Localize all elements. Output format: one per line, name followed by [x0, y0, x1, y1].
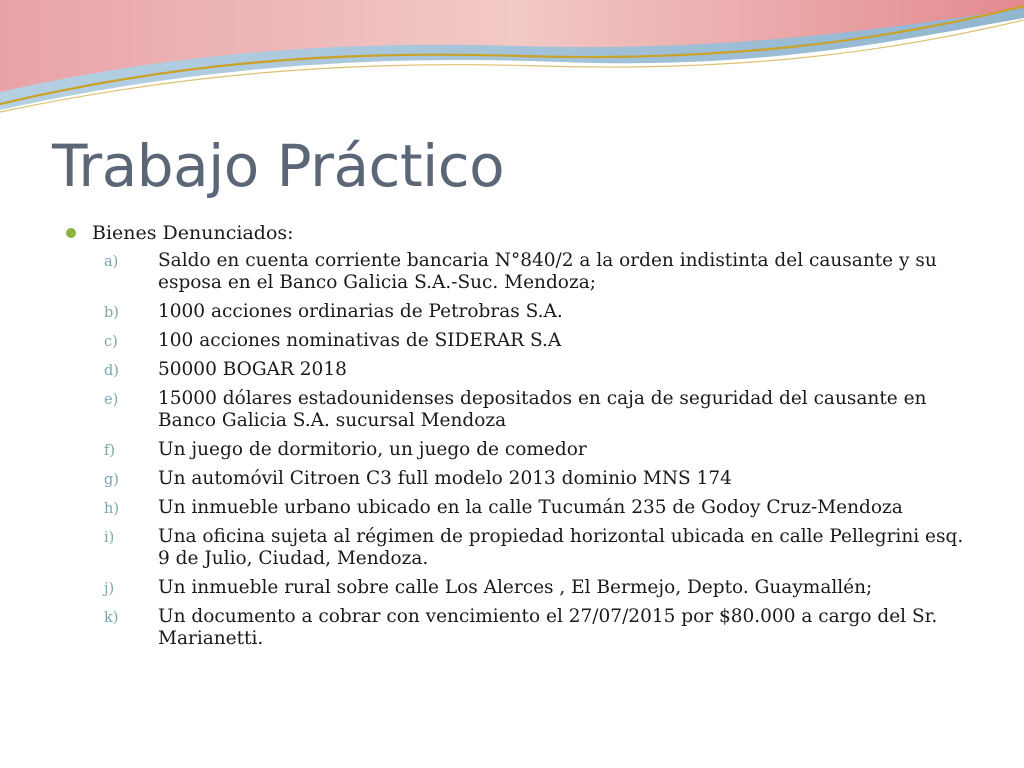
- list-marker: f): [104, 443, 116, 459]
- list-item: [64, 388, 964, 432]
- list-marker: g): [104, 472, 119, 488]
- list-item-text: Una oficina sujeta al régimen de propiedad horizontal ubicada en calle Pellegrini esq. 9 de Julio, Ciudad, Mendoza.: [158, 526, 964, 569]
- header-wave-decoration: [0, 0, 1024, 120]
- list-item-text: Un documento a cobrar con vencimiento el 27/07/2015 por $80.000 a cargo del Sr. Marianetti.: [158, 606, 938, 649]
- list-marker: i): [104, 530, 115, 546]
- list-item: [64, 606, 964, 650]
- list-item: [64, 439, 964, 461]
- list-item: [64, 497, 964, 519]
- assets-list: [64, 250, 964, 650]
- list-marker: j): [104, 581, 115, 597]
- list-marker: d): [104, 363, 119, 379]
- list-item-text: Un inmueble rural sobre calle Los Alerces , El Bermejo, Depto. Guaymallén;: [158, 577, 873, 598]
- list-marker: k): [104, 610, 119, 626]
- list-item: [64, 468, 964, 490]
- list-item: [64, 250, 964, 294]
- list-item: [64, 330, 964, 352]
- bullet-bienes-denunciados: [64, 220, 964, 246]
- list-item-text: 100 acciones nominativas de SIDERAR S.A: [158, 330, 562, 351]
- list-item-text: 50000 BOGAR 2018: [158, 359, 347, 380]
- bullet-label: Bienes Denunciados:: [92, 222, 294, 244]
- list-item-text: Saldo en cuenta corriente bancaria N°840/2 a la orden indistinta del causante y su esposa en el Banco Galicia S.A.-Suc. Mendoza;: [158, 250, 937, 293]
- slide-content: [64, 220, 964, 657]
- list-marker: b): [104, 305, 119, 321]
- list-item-text: Un inmueble urbano ubicado en la calle Tucumán 235 de Godoy Cruz-Mendoza: [158, 497, 903, 518]
- list-item: [64, 526, 964, 570]
- list-item: [64, 301, 964, 323]
- list-item: [64, 359, 964, 381]
- slide-title: Trabajo Práctico: [52, 132, 505, 200]
- bullet-dot-icon: [66, 228, 76, 238]
- list-item-text: Un automóvil Citroen C3 full modelo 2013 dominio MNS 174: [158, 468, 732, 489]
- list-item-text: Un juego de dormitorio, un juego de comedor: [158, 439, 587, 460]
- list-marker: a): [104, 254, 119, 270]
- list-marker: c): [104, 334, 118, 350]
- list-marker: h): [104, 501, 119, 517]
- list-marker: e): [104, 392, 119, 408]
- list-item: [64, 577, 964, 599]
- list-item-text: 1000 acciones ordinarias de Petrobras S.A.: [158, 301, 563, 322]
- list-item-text: 15000 dólares estadounidenses depositados en caja de seguridad del causante en Banco Galicia S.A. sucursal Mendoza: [158, 388, 927, 431]
